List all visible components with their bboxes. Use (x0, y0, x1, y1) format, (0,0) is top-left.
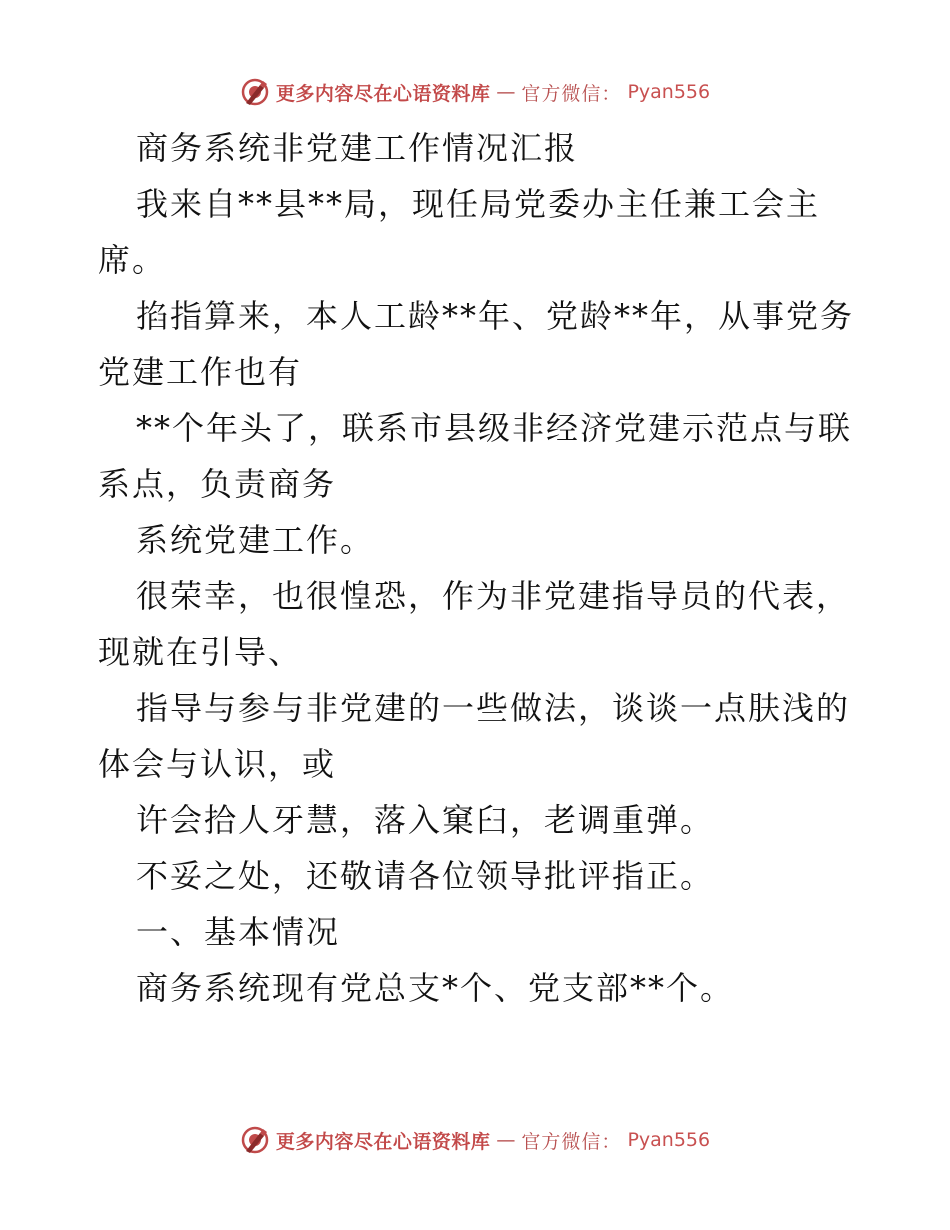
watermark-main-text: 更多内容尽在心语资料库 (275, 82, 491, 105)
section-heading: 一、基本情况 (136, 913, 341, 951)
watermark-sub-text: 官方微信： (521, 1130, 622, 1153)
paragraph: 商务系统现有党总支*个、党支部**个。 (136, 969, 735, 1007)
paragraph: 系统党建工作。 (136, 521, 375, 559)
watermark-separator: — (496, 81, 516, 103)
paragraph: **个年头了，联系市县级非经济党建示范点与联系点，负责商务 (98, 409, 853, 503)
paragraph: 不妥之处，还敬请各位领导批评指正。 (136, 857, 715, 895)
watermark-id: Pyan556 (627, 1129, 711, 1151)
watermark-main-text: 更多内容尽在心语资料库 (275, 1130, 491, 1153)
paragraph: 我来自**县**局，现任局党委办主任兼工会主席。 (98, 185, 821, 279)
paragraph: 指导与参与非党建的一些做法，谈谈一点肤浅的体会与认识，或 (98, 689, 851, 783)
document-title: 商务系统非党建工作情况汇报 (136, 129, 579, 167)
watermark-header (0, 72, 950, 112)
watermark-id: Pyan556 (627, 81, 711, 103)
paragraph: 很荣幸，也很惶恐，作为非党建指导员的代表，现就在引导、 (98, 577, 851, 671)
watermark-separator: — (496, 1129, 516, 1151)
paragraph: 许会拾人牙慧，落入窠臼，老调重弹。 (136, 801, 715, 839)
watermark-footer (0, 1120, 950, 1160)
pen-logo-icon (240, 77, 270, 107)
pen-logo-icon (240, 1125, 270, 1155)
document-body (98, 120, 858, 1016)
paragraph: 掐指算来，本人工龄**年、党龄**年，从事党务党建工作也有 (98, 297, 855, 391)
watermark-sub-text: 官方微信： (521, 82, 622, 105)
